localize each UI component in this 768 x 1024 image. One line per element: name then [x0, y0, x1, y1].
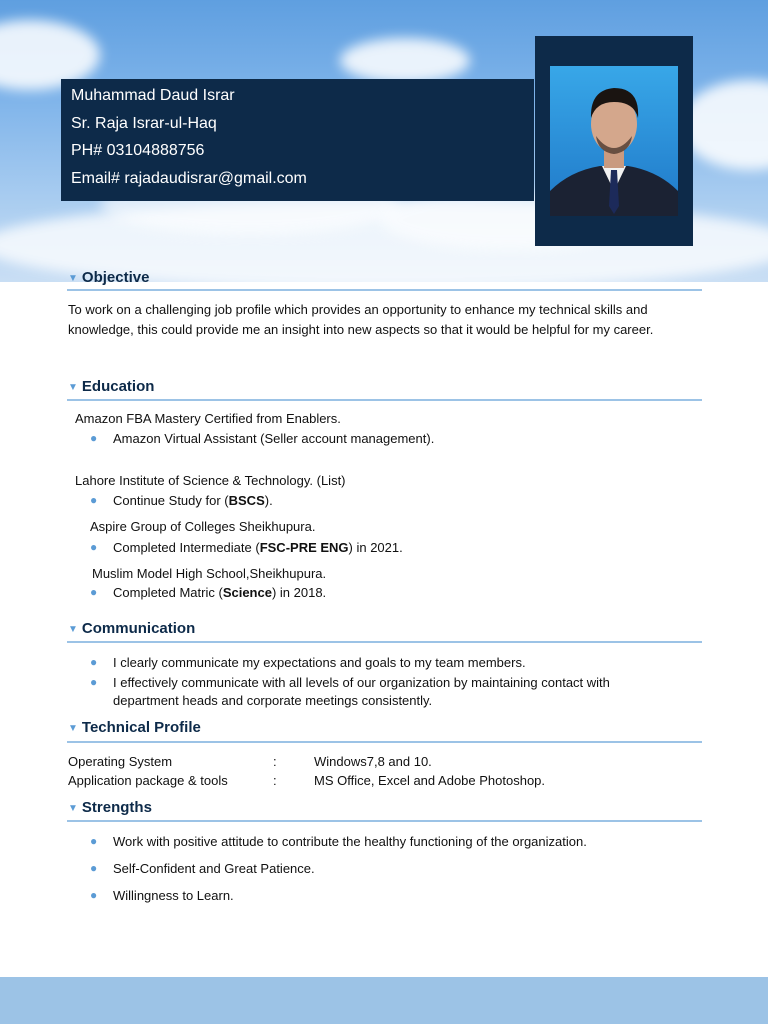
applicant-name: Muhammad Daud Israr [71, 87, 235, 104]
bullet-dot-icon: ● [90, 540, 98, 554]
bullet-dot-icon: ● [90, 834, 98, 848]
section-divider [67, 289, 702, 291]
strength-item: Work with positive attitude to contribute the healthy functioning of the organization. [113, 834, 587, 849]
section-divider [67, 641, 702, 643]
contact-header [61, 79, 534, 201]
education-detail [113, 540, 403, 555]
footer-band [0, 977, 768, 1024]
bullet-dot-icon: ● [90, 431, 98, 445]
technical-label: Operating System [68, 754, 173, 769]
communication-item: I effectively communicate with all levels of our organization by maintaining contact with [113, 675, 610, 690]
phone-number: PH# 03104888756 [71, 142, 205, 159]
communication-title: Communication [81, 620, 196, 637]
bullet-dot-icon: ● [90, 675, 98, 689]
strength-item: Willingness to Learn. [113, 888, 234, 903]
education-title: Education [81, 378, 155, 395]
triangle-down-icon: ▼ [68, 803, 78, 814]
education-heading [68, 378, 154, 395]
triangle-down-icon: ▼ [68, 624, 78, 635]
cloud-shape [340, 38, 470, 83]
education-detail [113, 493, 273, 508]
strengths-heading [68, 799, 152, 816]
bullet-dot-icon: ● [90, 888, 98, 902]
detail-text: ) in 2018. [271, 585, 327, 600]
technical-value: Windows7,8 and 10. [314, 754, 432, 769]
technical-separator: : [273, 754, 277, 769]
objective-text-line: knowledge, this could provide me an insight into new aspects so that it would be helpful for my career. [68, 322, 654, 337]
communication-item-continued: department heads and corporate meetings consistently. [113, 693, 433, 708]
communication-heading [68, 620, 195, 637]
detail-text: Completed Matric ( [113, 585, 223, 600]
section-divider [67, 399, 702, 401]
technical-value: MS Office, Excel and Adobe Photoshop. [314, 773, 546, 788]
degree-name: Science [222, 585, 272, 600]
email-address: Email# rajadaudisrar@gmail.com [71, 170, 307, 187]
degree-name: FSC-PRE ENG [259, 540, 349, 555]
education-detail [113, 585, 326, 600]
objective-heading [68, 269, 149, 286]
objective-text-line: To work on a challenging job profile which provides an opportunity to enhance my technical skills and [68, 302, 648, 317]
photo-frame [535, 36, 693, 246]
bullet-dot-icon: ● [90, 493, 98, 507]
institution-name: Amazon FBA Mastery Certified from Enablers. [75, 411, 341, 426]
detail-text: Completed Intermediate ( [113, 540, 260, 555]
technical-heading [68, 719, 201, 736]
strengths-title: Strengths [81, 799, 152, 816]
triangle-down-icon: ▼ [68, 273, 78, 284]
father-name: Sr. Raja Israr-ul-Haq [71, 115, 217, 132]
section-divider [67, 741, 702, 743]
detail-text: ) in 2021. [348, 540, 403, 555]
strength-item: Self-Confident and Great Patience. [113, 861, 315, 876]
detail-text: ). [264, 493, 273, 508]
cloud-shape [680, 80, 768, 170]
communication-item: I clearly communicate my expectations and goals to my team members. [113, 655, 526, 670]
technical-separator: : [273, 773, 277, 788]
person-silhouette-icon [550, 66, 678, 216]
institution-name: Aspire Group of Colleges Sheikhupura. [90, 519, 316, 534]
institution-name: Lahore Institute of Science & Technology. (List) [75, 473, 346, 488]
triangle-down-icon: ▼ [68, 382, 78, 393]
institution-name: Muslim Model High School,Sheikhupura. [92, 566, 327, 581]
technical-title: Technical Profile [81, 719, 201, 736]
profile-photo [550, 66, 678, 216]
section-divider [67, 820, 702, 822]
technical-label: Application package & tools [68, 773, 228, 788]
detail-text: Continue Study for ( [113, 493, 229, 508]
bullet-dot-icon: ● [90, 585, 98, 599]
objective-title: Objective [81, 269, 150, 286]
triangle-down-icon: ▼ [68, 723, 78, 734]
bullet-dot-icon: ● [90, 861, 98, 875]
degree-name: BSCS [228, 493, 265, 508]
bullet-dot-icon: ● [90, 655, 98, 669]
education-detail: Amazon Virtual Assistant (Seller account management). [113, 431, 435, 446]
